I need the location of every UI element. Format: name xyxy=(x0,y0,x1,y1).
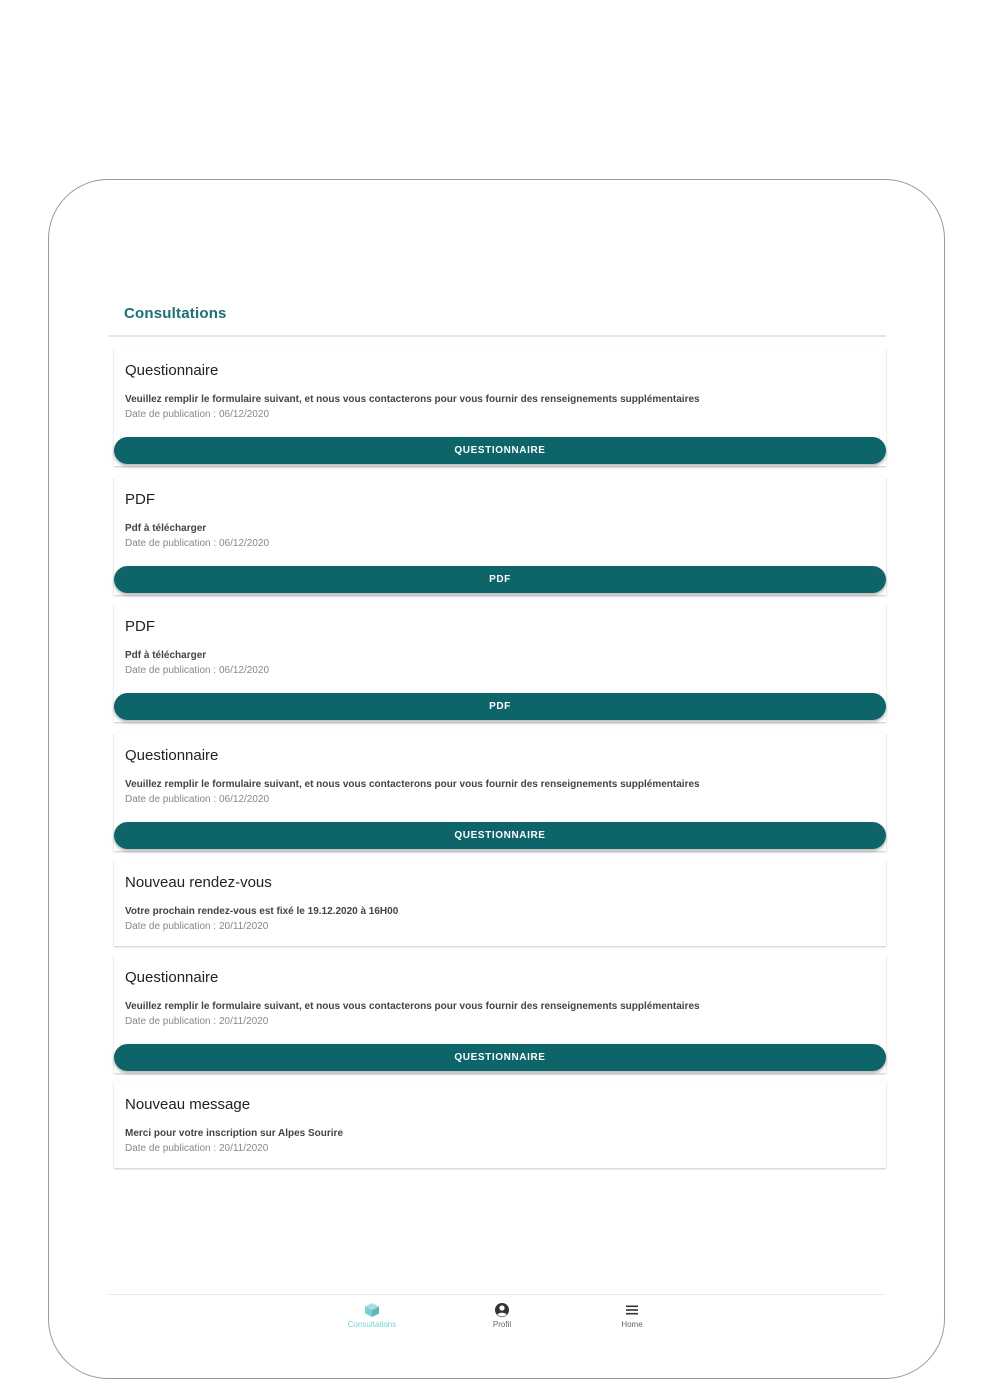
card-date: Date de publication : 20/11/2020 xyxy=(125,921,269,932)
card-date: Date de publication : 06/12/2020 xyxy=(125,794,269,805)
card-date: Date de publication : 20/11/2020 xyxy=(125,1143,269,1154)
consultation-card-questionnaire xyxy=(114,955,886,1073)
menu-icon xyxy=(624,1302,640,1318)
consultation-card-questionnaire xyxy=(114,348,886,466)
card-title: PDF xyxy=(125,491,155,508)
tab-label: Home xyxy=(621,1320,643,1329)
card-date: Date de publication : 06/12/2020 xyxy=(125,538,269,549)
card-description: Veuillez remplir le formulaire suivant, et nous vous contacterons pour vous fournir des renseignements supplémentaires xyxy=(125,394,700,405)
questionnaire-button[interactable]: QUESTIONNAIRE xyxy=(114,822,886,849)
page-title: Consultations xyxy=(124,305,227,322)
card-description: Merci pour votre inscription sur Alpes Sourire xyxy=(125,1128,344,1139)
consultation-card-message xyxy=(114,1082,886,1168)
cube-icon xyxy=(364,1302,380,1318)
consultation-card-pdf xyxy=(114,604,886,722)
card-description: Veuillez remplir le formulaire suivant, et nous vous contacterons pour vous fournir des renseignements supplémentaires xyxy=(125,779,700,790)
card-description: Pdf à télécharger xyxy=(125,650,207,661)
consultation-card-pdf xyxy=(114,477,886,595)
card-description: Pdf à télécharger xyxy=(125,523,207,534)
card-date: Date de publication : 06/12/2020 xyxy=(125,409,269,420)
tab-consultations[interactable] xyxy=(332,1302,412,1329)
tab-label: Consultations xyxy=(347,1320,397,1329)
pdf-button[interactable]: PDF xyxy=(114,693,886,720)
tabbar-divider xyxy=(108,1294,886,1295)
tab-home[interactable] xyxy=(592,1302,672,1329)
card-title: Nouveau rendez-vous xyxy=(125,874,272,891)
card-title: Questionnaire xyxy=(125,747,219,764)
card-title: Nouveau message xyxy=(125,1096,251,1113)
tab-profil[interactable] xyxy=(462,1302,542,1329)
tab-label: Profil xyxy=(492,1320,512,1329)
title-divider xyxy=(108,335,886,337)
questionnaire-button[interactable]: QUESTIONNAIRE xyxy=(114,1044,886,1071)
card-title: Questionnaire xyxy=(125,362,219,379)
consultation-card-appointment xyxy=(114,860,886,946)
card-date: Date de publication : 20/11/2020 xyxy=(125,1016,269,1027)
questionnaire-button[interactable]: QUESTIONNAIRE xyxy=(114,437,886,464)
user-circle-icon xyxy=(494,1302,510,1318)
card-description: Veuillez remplir le formulaire suivant, et nous vous contacterons pour vous fournir des renseignements supplémentaires xyxy=(125,1001,700,1012)
pdf-button[interactable]: PDF xyxy=(114,566,886,593)
consultation-card-questionnaire xyxy=(114,733,886,851)
card-title: Questionnaire xyxy=(125,969,219,986)
card-title: PDF xyxy=(125,618,155,635)
card-description: Votre prochain rendez-vous est fixé le 19.12.2020 à 16H00 xyxy=(125,906,399,917)
card-date: Date de publication : 06/12/2020 xyxy=(125,665,269,676)
